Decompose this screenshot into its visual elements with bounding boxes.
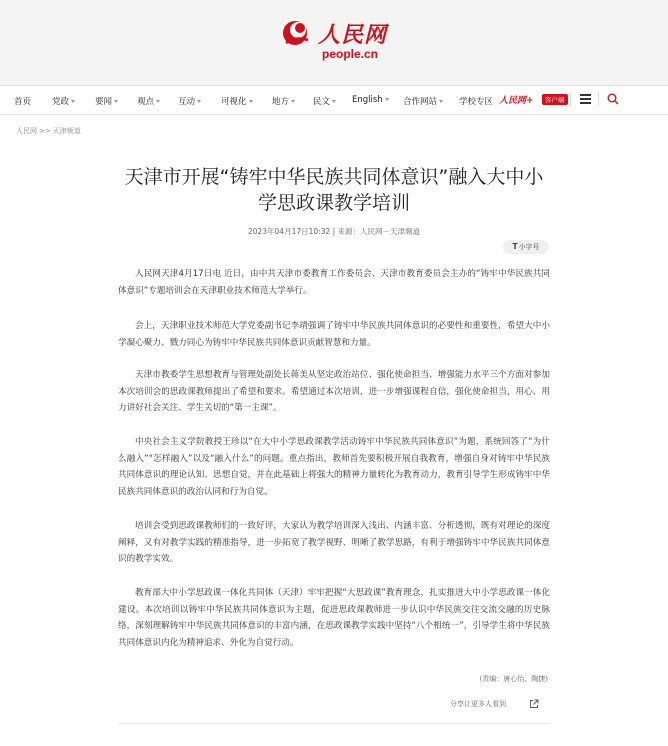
article-paragraph: 天津市教委学生思想教育与管理处副处长蒋美从坚定政治站位、强化使命担当、增强能力水平三个方面对参加本次培训会的思政课教师提出了希望和要求。希望通过本次培训，进一步增强课程自信，强化使命担当，用心、用力讲好社会关注、学生关切的“第一主课”。 bbox=[118, 370, 550, 414]
nav-divider bbox=[570, 92, 571, 106]
breadcrumb-separator: >> bbox=[39, 127, 51, 135]
share-icon[interactable] bbox=[529, 699, 539, 709]
chevron-down-icon bbox=[114, 100, 118, 103]
font-size-label: 小字号 bbox=[518, 243, 540, 251]
chevron-down-icon bbox=[197, 100, 201, 103]
breadcrumb-item-home[interactable]: 人民网 bbox=[16, 127, 37, 135]
nav-item-ethnic[interactable]: 民文 bbox=[313, 95, 336, 107]
chevron-down-icon bbox=[71, 100, 75, 103]
chevron-down-icon bbox=[249, 100, 253, 103]
chevron-down-icon bbox=[332, 100, 336, 103]
logo-mark-icon bbox=[280, 16, 314, 50]
logo-text-cn: 人民网 bbox=[318, 22, 388, 48]
divider bbox=[118, 723, 550, 724]
chevron-down-icon bbox=[291, 100, 295, 103]
article-paragraph: 教育部大中小学思政课一体化共同体（天津）牢牢把握“大思政课”教育理念，扎实推进大中小学思政课一体化建设。本次培训以铸牢中华民族共同体意识为主题，促进思政课教师进一步认识中华民族交往交流交融的历史脉络，深刻理解铸牢中华民族共同体意识的丰富内涵，在思政课教学实践中坚持“八个相统一”，引导学生将中华民族共同体意识内化为精神追求、外化为自觉行动。 bbox=[118, 588, 550, 648]
site-header bbox=[0, 0, 668, 86]
nav-item-local[interactable]: 地方 bbox=[272, 95, 295, 107]
chevron-down-icon bbox=[385, 98, 389, 101]
article-title: 天津市开展“铸牢中华民族共同体意识”融入大中小学思政课教学培训 bbox=[124, 166, 544, 214]
app-badge: 客户端 bbox=[542, 94, 568, 105]
nav-item-news[interactable]: 要闻 bbox=[95, 95, 118, 107]
hamburger-icon[interactable] bbox=[580, 94, 591, 103]
font-size-icon: T bbox=[512, 242, 518, 251]
article-paragraph: 人民网天津4月17日电 近日，由中共天津市委教育工作委员会、天津市教育委员会主办的“铸牢中华民族共同体意识”专题培训会在天津职业技术师范大学举行。 bbox=[118, 269, 550, 296]
article-paragraph: 培训会受到思政课教师们的一致好评，大家认为教学培训深入浅出、内涵丰富、分析透彻，既有对理论的深度阐释，又有对教学实践的精准指导，进一步拓宽了教学视野、明晰了教学思路，有利于增强铸牢中华民族共同体意识的教学实效。 bbox=[118, 521, 550, 565]
breadcrumb bbox=[16, 126, 81, 136]
app-brand-label: 人民网+ bbox=[499, 96, 534, 106]
nav-item-home[interactable]: 首页 bbox=[14, 97, 32, 107]
nav-divider bbox=[598, 92, 599, 106]
nav-item-interaction[interactable]: 互动 bbox=[178, 95, 201, 107]
chevron-down-icon bbox=[439, 100, 443, 103]
article-paragraph: 会上，天津职业技术师范大学党委副书记李靖强调了铸牢中华民族共同体意识的必要性和重要性，希望大中小学凝心聚力、戮力同心为铸牢中华民族共同体意识贡献智慧和力量。 bbox=[118, 321, 550, 348]
nav-item-visual[interactable]: 可视化 bbox=[221, 95, 253, 107]
nav-item-party[interactable]: 党政 bbox=[52, 95, 75, 107]
nav-item-schools[interactable]: 学校专区 bbox=[459, 97, 494, 107]
main-nav bbox=[0, 87, 668, 115]
nav-item-opinion[interactable]: 观点 bbox=[137, 95, 160, 107]
chevron-down-icon bbox=[156, 100, 160, 103]
article-editor: (责编：唐心怡、陶捷) bbox=[479, 675, 548, 683]
site-logo[interactable] bbox=[280, 16, 390, 62]
logo-text-en: people.cn bbox=[322, 47, 379, 61]
breadcrumb-item-channel[interactable]: 天津频道 bbox=[52, 127, 81, 135]
article-paragraph: 中央社会主义学院教授王珍以“在大中小学思政课教学活动铸牢中华民族共同体意识”为题，系统回答了“为什么融入”“怎样融入”以及“融入什么”的问题。重点指出，教师首先要积极开展自我教育，增强自身对铸牢中华民族共同体意识的理论认知、思想自觉，并在此基础上将强大的精神力量转化为教育动力，教育引导学生形成铸牢中华民族共同体意识的政治认同和行为自觉。 bbox=[118, 437, 550, 497]
nav-item-english[interactable]: English bbox=[352, 95, 389, 105]
article-meta: 2023年04月17日10:32 | 来源：人民网－天津频道 bbox=[247, 227, 421, 236]
share-label[interactable]: 分享让更多人看到 bbox=[450, 700, 506, 708]
nav-item-partners[interactable]: 合作网站 bbox=[403, 95, 443, 107]
font-size-button[interactable] bbox=[503, 240, 549, 254]
search-icon[interactable] bbox=[607, 93, 619, 105]
